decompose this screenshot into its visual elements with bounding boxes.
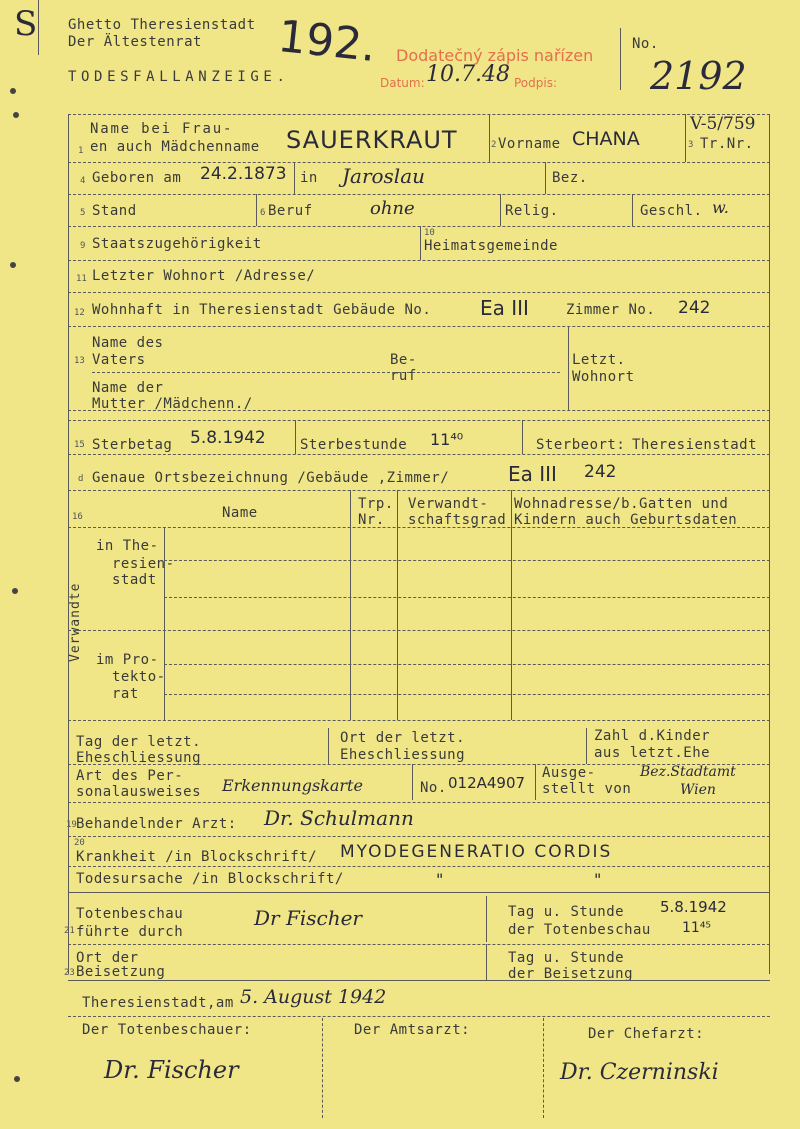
ort-beis-2: Beisetzung [76, 964, 166, 980]
field-number: 3 [688, 140, 694, 150]
tag-ehe-1: Tag der letzt. [76, 734, 202, 750]
name-label-1: Name bei Frau- [90, 121, 234, 137]
divider [511, 490, 512, 720]
divider [486, 896, 487, 942]
art-ausweis-value: Erkennungskarte [222, 776, 363, 795]
todesursache-label: Todesursache /in Blockschrift/ [76, 871, 344, 887]
im-prot-1: im Pro- [96, 652, 159, 668]
field-number: 13 [74, 356, 85, 366]
field-number: 5 [80, 208, 86, 218]
sig-chefarzt-label: Der Chefarzt: [588, 1026, 705, 1042]
ausgestellt-value-1: Bez.Stadtamt [640, 764, 736, 780]
rule [68, 260, 770, 261]
rule-solid [68, 980, 770, 981]
divider [328, 728, 329, 764]
divider [412, 764, 413, 800]
divider [486, 944, 487, 980]
im-prot-3: rat [112, 686, 139, 702]
tag-stunde-date: 5.8.1942 [660, 898, 727, 916]
genaue-gebaeude: Ea III [508, 462, 557, 486]
ausgestellt-2: stellt von [542, 781, 632, 797]
stand-label: Stand [92, 203, 137, 219]
divider [543, 1018, 544, 1118]
rule [164, 560, 770, 561]
org-line-2: Der Ältestenrat [68, 34, 202, 50]
divider [568, 326, 569, 410]
col-wohn-2: Kindern auch Geburtsdaten [514, 512, 738, 528]
beruf2-label-1: Be- [390, 352, 417, 368]
totenbeschau-2: führte durch [76, 924, 184, 940]
letzt-wohnort-1: Letzt. [572, 352, 626, 368]
field-number: 16 [72, 512, 83, 522]
divider [295, 420, 296, 454]
vorname-label: Vorname [498, 136, 561, 152]
field-number: 6 [260, 208, 266, 218]
field-number: 12 [74, 308, 85, 318]
corner-mark: S [14, 4, 38, 44]
rule [68, 326, 770, 327]
rule [92, 372, 560, 373]
vater-label-1: Name des [92, 335, 164, 351]
mutter-label-1: Name der [92, 380, 164, 396]
rule [164, 694, 770, 695]
sterbeort-label: Sterbeort: [536, 437, 626, 453]
divider [632, 194, 633, 226]
rule [68, 420, 770, 421]
tag-stunde-1: Tag u. Stunde [508, 904, 625, 920]
field-number: 9 [80, 241, 86, 251]
col-name-header: Name [222, 505, 258, 521]
rule [68, 802, 770, 803]
surname-value: SAUERKRAUT [286, 126, 458, 154]
divider [397, 490, 398, 720]
beruf-value: ohne [370, 198, 415, 219]
rule [68, 490, 770, 491]
org-line-1: Ghetto Theresienstadt [68, 17, 256, 33]
zimmer-value: 242 [678, 298, 711, 318]
rule [68, 866, 770, 867]
no-label-lower: No. [420, 780, 447, 796]
gebaeude-value: Ea III [480, 296, 529, 320]
vater-label-2: Vaters [92, 352, 146, 368]
birthplace-value: Jaroslau [342, 164, 426, 188]
zahl-kinder-2: aus letzt.Ehe [594, 745, 711, 761]
no-label: No. [632, 36, 659, 52]
punch-hole [14, 1076, 20, 1082]
col-verw-1: Verwandt- [408, 496, 489, 512]
tag-beis-2: der Beisetzung [508, 966, 634, 982]
col-trp-1: Trp. [358, 496, 394, 512]
field-number: 11 [76, 274, 87, 284]
rule [68, 944, 770, 945]
sterbetag-value: 5.8.1942 [190, 428, 266, 448]
form-title: TODESFALLANZEIGE. [68, 69, 290, 85]
stamp-datum-label: Datum: [380, 76, 425, 90]
no-value-lower: 012A4907 [448, 774, 526, 792]
divider [586, 728, 587, 764]
divider [350, 490, 351, 720]
ort-ehe-2: Eheschliessung [340, 747, 466, 763]
ausgestellt-1: Ausge- [542, 765, 596, 781]
sig-chefarzt-signature: Dr. Czerninski [560, 1060, 719, 1085]
art-ausweis-2: sonalausweises [76, 784, 202, 800]
field-number: 21 [64, 926, 75, 936]
frame-right [769, 114, 770, 974]
sig-totenbeschauer-signature: Dr. Fischer [104, 1056, 239, 1084]
field-number: 20 [74, 838, 85, 848]
genaue-zimmer: 242 [584, 462, 617, 482]
punch-hole [13, 112, 19, 118]
zahl-kinder-1: Zahl d.Kinder [594, 728, 711, 744]
field-number: 10 [424, 228, 435, 238]
tag-stunde-time: 11⁴⁵ [682, 920, 712, 936]
rule-solid [68, 892, 770, 893]
rule [68, 720, 770, 721]
field-number: 1 [78, 146, 84, 156]
punch-hole [10, 262, 16, 268]
rule [68, 630, 770, 631]
handwritten-number-2: 2192 [650, 54, 747, 98]
ausgestellt-value-2: Wien [680, 782, 716, 798]
frame-left [68, 114, 69, 974]
rule [164, 664, 770, 665]
field-number: 19 [66, 820, 77, 830]
no-box-border [620, 28, 621, 90]
krankheit-label: Krankheit /in Blockschrift/ [76, 849, 318, 865]
divider [500, 194, 501, 226]
divider [294, 162, 295, 194]
rule [164, 597, 770, 598]
col-wohn-1: Wohnadresse/b.Gatten und [514, 496, 729, 512]
ort-beis-1: Ort der [76, 950, 139, 966]
divider [420, 226, 421, 260]
place-date-label: Theresienstadt,am [82, 995, 234, 1011]
punch-hole [12, 588, 18, 594]
tr-nr-value: V-5/759 [690, 114, 756, 134]
in-there-1: in The- [96, 538, 159, 554]
handwritten-number: 192. [275, 11, 379, 72]
verwandte-side-label: Verwandte [68, 582, 83, 662]
divider [256, 194, 257, 226]
rule [68, 410, 770, 411]
place-date-value: 5. August 1942 [240, 986, 387, 1008]
field-number: 4 [80, 176, 86, 186]
rule [68, 454, 770, 455]
todesursache-value-2: " [594, 870, 602, 889]
tag-ehe-2: Eheschliessung [76, 750, 202, 766]
col-trp-2: Nr. [358, 512, 385, 528]
stamp-podpis-label: Podpis: [514, 76, 558, 90]
field-number: 23 [64, 968, 75, 978]
col-verw-2: schaftsgrad [408, 512, 507, 528]
punch-hole [10, 88, 16, 94]
heimat-label: Heimatsgemeinde [424, 238, 558, 254]
relig-label: Relig. [505, 203, 559, 219]
rule [68, 114, 770, 115]
totenbeschau-1: Totenbeschau [76, 906, 184, 922]
vorname-value: CHANA [572, 128, 640, 150]
zimmer-label: Zimmer No. [566, 302, 656, 318]
geschl-value: w. [712, 198, 729, 217]
sig-totenbeschauer-label: Der Totenbeschauer: [82, 1022, 252, 1038]
arzt-value: Dr. Schulmann [264, 806, 414, 830]
rule [68, 194, 770, 195]
divider [489, 114, 490, 162]
letzter-wohnort-label: Letzter Wohnort /Adresse/ [92, 268, 316, 284]
divider [685, 114, 686, 162]
rule [68, 836, 770, 837]
in-there-3: stadt [112, 572, 157, 588]
tag-beis-1: Tag u. Stunde [508, 950, 625, 966]
field-number: 2 [491, 140, 497, 150]
sterbestunde-value: 11⁴⁰ [430, 430, 464, 449]
krankheit-value: MYODEGENERATIO CORDIS [340, 842, 613, 862]
divider [535, 764, 536, 800]
name-label-2: en auch Mädchenname [90, 139, 260, 155]
in-there-2: resien- [112, 556, 175, 572]
sterbestunde-label: Sterbestunde [300, 437, 408, 453]
genaue-label: Genaue Ortsbezeichnung /Gebäude ,Zimmer/ [92, 470, 450, 486]
geboren-label: Geboren am [92, 170, 182, 186]
staats-label: Staatszugehörigkeit [92, 236, 262, 252]
rule [68, 162, 770, 163]
rule [68, 527, 770, 528]
wohnhaft-label: Wohnhaft in Theresienstadt Gebäude No. [92, 302, 432, 318]
corner-divider [38, 0, 39, 55]
beruf-label: Beruf [268, 203, 313, 219]
stamp-line-1: Dodatečný zápis nařízen [396, 46, 594, 65]
sterbetag-label: Sterbetag [92, 437, 173, 453]
totenbeschau-value: Dr Fischer [254, 906, 362, 930]
divider [522, 420, 523, 454]
letzt-wohnort-2: Wohnort [572, 369, 635, 385]
in-label: in [300, 170, 318, 186]
tag-stunde-2: der Totenbeschau [508, 922, 651, 938]
rule [68, 292, 770, 293]
todesursache-value-1: " [436, 870, 444, 889]
rule [68, 1016, 770, 1017]
divider [322, 1018, 323, 1118]
field-number: 15 [74, 440, 85, 450]
sig-amtsarzt-label: Der Amtsarzt: [354, 1022, 471, 1038]
mutter-label-2: Mutter /Mädchenn./ [92, 396, 253, 412]
stamp-date-value: 10.7.48 [426, 62, 510, 87]
arzt-label: Behandelnder Arzt: [76, 816, 237, 832]
bez-label: Bez. [552, 170, 588, 186]
ort-ehe-1: Ort der letzt. [340, 730, 466, 746]
geschl-label: Geschl. [640, 203, 703, 219]
sterbeort-value: Theresienstadt [632, 437, 758, 453]
rule [68, 226, 770, 227]
geboren-value: 24.2.1873 [200, 164, 287, 184]
beruf2-label-2: ruf [390, 368, 417, 384]
tr-nr-label: Tr.Nr. [700, 136, 754, 152]
im-prot-2: tekto- [112, 669, 166, 685]
art-ausweis-1: Art des Per- [76, 768, 184, 784]
divider [545, 162, 546, 194]
field-number: d [78, 474, 84, 484]
